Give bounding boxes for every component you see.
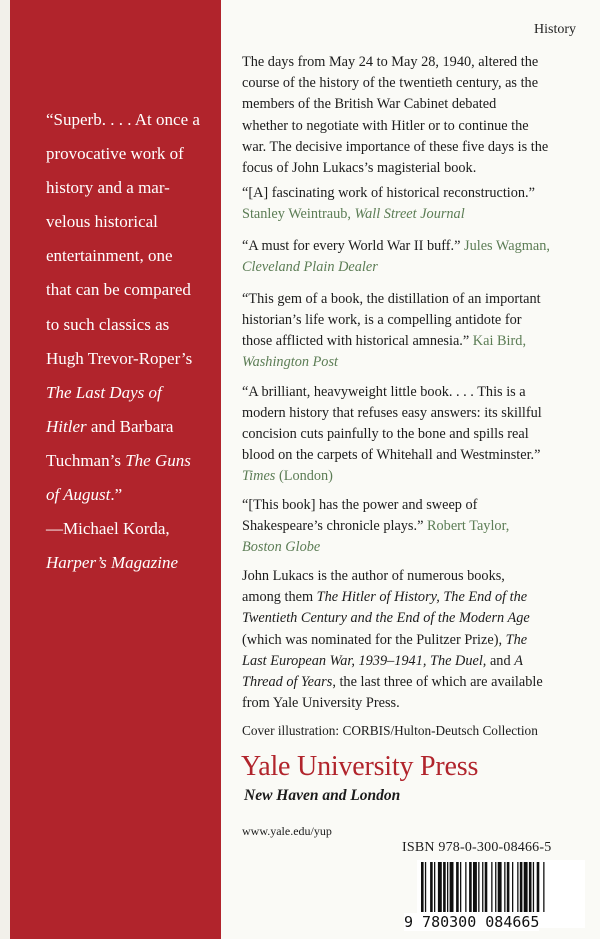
quote-text: modern history that refuses easy answers: its skillful (242, 405, 542, 421)
quote-source-name: Stanley Weintraub, (242, 206, 355, 222)
pull-quote-line: entertainment, one (46, 246, 173, 266)
bio-book-title: The (505, 631, 528, 648)
quote-source-publication: Washington Post (242, 354, 338, 370)
bio-line (242, 608, 582, 629)
quote-source (242, 537, 582, 558)
quote-text: Shakespeare’s chronicle plays.” (242, 518, 424, 534)
bio-line: from Yale University Press. (242, 695, 400, 712)
author-bio (242, 566, 582, 714)
pull-quote-line: Hugh Trevor-Roper’s (46, 348, 193, 368)
intro-line: course of the history of the twentieth century, as the (242, 75, 539, 92)
quote-source-place: (London) (275, 468, 333, 484)
intro-line: war. The decisive importance of these five days is the (242, 138, 549, 155)
intro-line: members of the British War Cabinet debated (242, 96, 497, 113)
quote-text: “[This book] has the power and sweep of (242, 497, 478, 513)
publisher-place: New Haven and London (244, 787, 401, 804)
quote-source-publication: Cleveland Plain Dealer (242, 259, 378, 275)
quote-text: “A must for every World War II buff.” (242, 238, 461, 254)
intro-paragraph (242, 52, 578, 179)
quote-source-name: Kai Bird, (469, 333, 527, 349)
quote-text: those afflicted with historical amnesia.” (242, 333, 470, 349)
book-title-guns: The Guns (125, 450, 191, 470)
intro-line: The days from May 24 to May 28, 1940, altered the (242, 54, 539, 70)
bio-line: John Lukacs is the author of numerous books, (242, 568, 505, 584)
pull-quote-line (46, 376, 216, 410)
quote-text: “This gem of a book, the distillation of an important (242, 291, 541, 307)
book-title-august: of August (46, 485, 111, 505)
pull-quote-text: and Barbara (86, 416, 174, 436)
bio-line (242, 587, 582, 608)
quote-source-name: Robert Taylor, (423, 518, 510, 534)
book-title-last-days: The Last Days of (46, 382, 162, 402)
review-quote (242, 495, 582, 558)
pull-quote-line (46, 410, 216, 444)
pull-quote-line: provocative work of (46, 144, 184, 164)
pull-quote-line: that can be compared (46, 280, 191, 300)
bio-book-title: Last European War, 1939–1941, The Duel, (242, 652, 487, 669)
bio-text: (which was nominated for the Pulitzer Prize), (242, 631, 506, 648)
quote-text: “[A] fascinating work of historical reconstruction.” (242, 185, 535, 201)
cover-credit: Cover illustration: CORBIS/Hulton-Deutsch Collection (242, 723, 538, 738)
bio-line (242, 672, 582, 693)
quote-source (242, 257, 582, 278)
quote-text: blood on the carpets of Whitehall and Westminster.” (242, 447, 541, 463)
quote-text: “A brilliant, heavyweight little book. . . . This is a (242, 384, 526, 400)
quote-source (242, 466, 582, 487)
category-label: History (534, 22, 576, 37)
bio-text: , the last three of which are available (332, 674, 543, 691)
barcode-digits-text: 9 780300 084665 (404, 913, 540, 931)
quote-source (242, 352, 582, 373)
pull-quote-source (46, 546, 216, 580)
review-quote (242, 236, 582, 278)
pull-quote-line: history and a mar- (46, 178, 170, 198)
pull-quote (46, 103, 216, 580)
pull-quote-line: to such classics as (46, 314, 170, 334)
quote-source-name: Jules Wagman, (460, 238, 550, 254)
page-edge (0, 0, 10, 939)
review-quote (242, 382, 582, 487)
quote-line (242, 516, 582, 537)
bio-book-title: Thread of Years (242, 674, 333, 691)
quote-source-publication: Wall Street Journal (354, 206, 465, 222)
barcode-digits (404, 913, 539, 931)
quote-line (242, 236, 582, 257)
quote-line (242, 331, 582, 352)
quote-text: concision cuts painfully to the bone and spills real (242, 426, 529, 442)
quote-source-publication: Times (242, 468, 276, 484)
pull-quote-publication: Harper’s Magazine (46, 553, 179, 573)
pull-quote-line (46, 478, 216, 512)
quote-text: historian’s life work, is a compelling antidote for (242, 312, 522, 328)
bio-book-title: A (514, 652, 523, 669)
review-quote (242, 289, 582, 373)
isbn-label: ISBN 978-0-300-08466-5 (402, 840, 552, 855)
review-quote (242, 183, 582, 225)
pull-quote-text: .” (110, 485, 123, 505)
quote-source-publication: Boston Globe (242, 539, 321, 555)
bio-book-title: Twentieth Century and the End of the Modern Age (242, 610, 530, 627)
bio-line (242, 630, 582, 651)
pull-quote-line: velous historical (46, 212, 158, 232)
intro-line: whether to negotiate with Hitler or to continue the (242, 117, 529, 134)
pull-quote-attribution: —Michael Korda, (46, 519, 170, 539)
bio-line (242, 651, 582, 672)
pull-quote-line (46, 444, 216, 478)
pull-quote-line: “Superb. . . . At once a (46, 110, 200, 129)
bio-text: among them (242, 589, 317, 606)
intro-line: focus of John Lukacs’s magisterial book. (242, 160, 477, 177)
publisher-url: www.yale.edu/yup (242, 824, 332, 838)
bio-text: and (486, 652, 515, 669)
book-title-hitler: Hitler (46, 416, 87, 436)
bio-book-title: The Hitler of History, The End of the (316, 589, 528, 606)
quote-source (242, 204, 582, 225)
publisher-name: Yale University Press (241, 751, 479, 782)
pull-quote-text: Tuchman’s (46, 450, 126, 470)
